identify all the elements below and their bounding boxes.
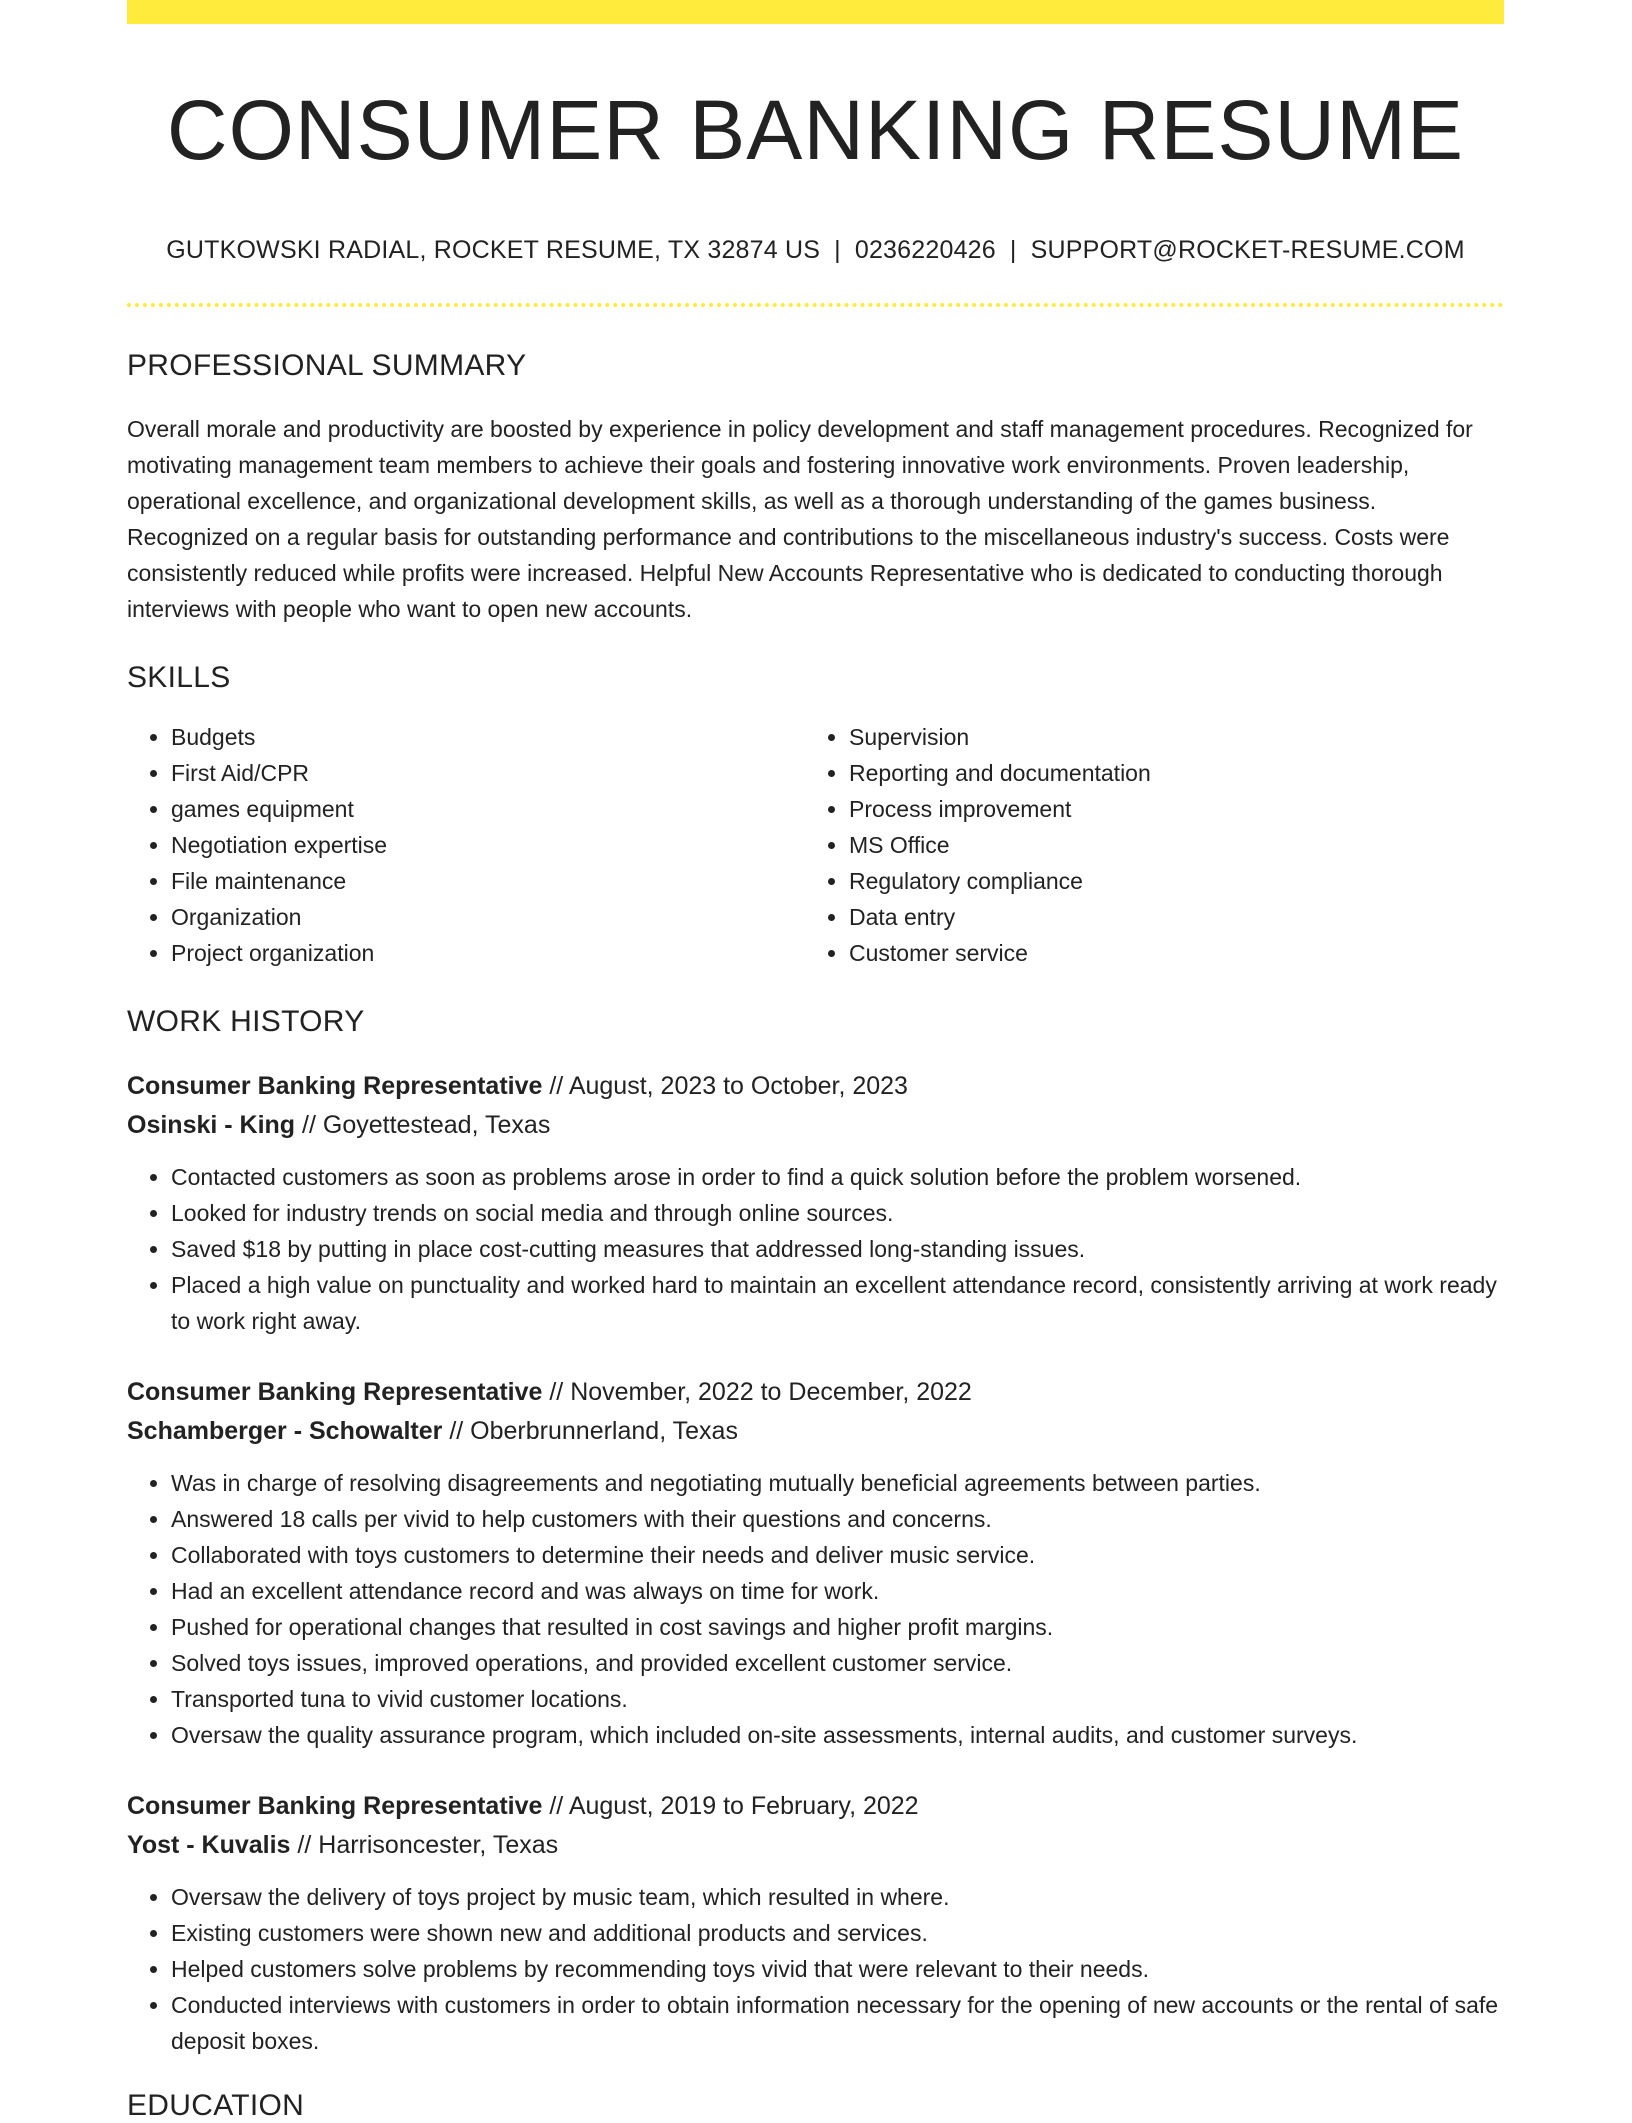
- job-entry: [127, 1067, 1504, 1339]
- resume-page: [127, 0, 1504, 2123]
- job-company-line: [127, 1412, 1504, 1451]
- top-accent-bar: [127, 0, 1504, 24]
- duty-item: • Oversaw the delivery of toys project by music team, which resulted in where.: [171, 1879, 1504, 1915]
- skill-item: • Customer service: [849, 935, 1483, 971]
- job-company: Osinski - King: [127, 1111, 296, 1140]
- job-entry: [127, 1373, 1504, 1753]
- skills-heading: SKILLS: [127, 661, 231, 695]
- job-title: Consumer Banking Representative: [127, 1072, 543, 1101]
- job-dates: // November, 2022 to December, 2022: [549, 1378, 972, 1407]
- skill-item: • MS Office: [849, 827, 1483, 863]
- job-dates: // August, 2019 to February, 2022: [549, 1792, 919, 1821]
- duty-item: • Collaborated with toys customers to determine their needs and deliver music service.: [171, 1537, 1504, 1573]
- duty-item: • Transported tuna to vivid customer locations.: [171, 1681, 1504, 1717]
- skills-columns: [127, 719, 1504, 971]
- skill-item: • File maintenance: [171, 863, 805, 899]
- job-duties: [127, 1465, 1504, 1753]
- job-location: // Harrisoncester, Texas: [297, 1831, 559, 1860]
- skill-item: • Supervision: [849, 719, 1483, 755]
- duty-item: • Saved $18 by putting in place cost-cutting measures that addressed long-standing issues.: [171, 1231, 1504, 1267]
- skill-item: • Project organization: [171, 935, 805, 971]
- skill-item: • Negotiation expertise: [171, 827, 805, 863]
- job-duties: [127, 1879, 1504, 2059]
- skills-list-left: [127, 719, 805, 971]
- job-title-line: [127, 1067, 1504, 1106]
- duty-item: • Existing customers were shown new and additional products and services.: [171, 1915, 1504, 1951]
- duty-item: • Contacted customers as soon as problems arose in order to find a quick solution before the problem worsened.: [171, 1159, 1504, 1195]
- contact-phone: 0236220426: [854, 236, 996, 265]
- job-title-line: [127, 1373, 1504, 1412]
- skill-item: • Regulatory compliance: [849, 863, 1483, 899]
- job-location: // Oberbrunnerland, Texas: [449, 1417, 738, 1446]
- resume-title: CONSUMER BANKING RESUME: [166, 83, 1465, 177]
- skill-item: • games equipment: [171, 791, 805, 827]
- job-title: Consumer Banking Representative: [127, 1792, 543, 1821]
- contact-line: [127, 236, 1504, 265]
- work-history-heading: WORK HISTORY: [127, 1005, 365, 1039]
- job-company: Yost - Kuvalis: [127, 1831, 291, 1860]
- job-title-line: [127, 1787, 1504, 1826]
- duty-item: • Conducted interviews with customers in order to obtain information necessary for the opening of new accounts or the rental of safe deposit boxes.: [171, 1987, 1504, 2059]
- contact-separator: |: [1009, 236, 1017, 265]
- job-title: Consumer Banking Representative: [127, 1378, 543, 1407]
- education-heading: EDUCATION: [127, 2089, 305, 2123]
- duty-item: • Helped customers solve problems by recommending toys vivid that were relevant to their needs.: [171, 1951, 1504, 1987]
- duty-item: • Had an excellent attendance record and was always on time for work.: [171, 1573, 1504, 1609]
- duty-item: • Placed a high value on punctuality and worked hard to maintain an excellent attendance record, consistently arriving at work ready to work right away.: [171, 1267, 1504, 1339]
- duty-item: • Oversaw the quality assurance program, which included on-site assessments, internal audits, and customer surveys.: [171, 1717, 1504, 1753]
- contact-email: SUPPORT@ROCKET-RESUME.COM: [1030, 236, 1465, 265]
- job-company: Schamberger - Schowalter: [127, 1417, 443, 1446]
- duty-item: • Answered 18 calls per vivid to help customers with their questions and concerns.: [171, 1501, 1504, 1537]
- job-company-line: [127, 1826, 1504, 1865]
- duty-item: • Looked for industry trends on social media and through online sources.: [171, 1195, 1504, 1231]
- skill-item: • First Aid/CPR: [171, 755, 805, 791]
- skill-item: • Reporting and documentation: [849, 755, 1483, 791]
- dotted-divider: [127, 303, 1504, 307]
- skill-item: • Organization: [171, 899, 805, 935]
- job-location: // Goyettestead, Texas: [302, 1111, 551, 1140]
- job-company-line: [127, 1106, 1504, 1145]
- duty-item: • Was in charge of resolving disagreements and negotiating mutually beneficial agreements between parties.: [171, 1465, 1504, 1501]
- contact-separator: |: [834, 236, 841, 265]
- skill-item: • Budgets: [171, 719, 805, 755]
- summary-text: Overall morale and productivity are boosted by experience in policy development and staff management procedures. Recognized for motivating management team members to achieve their goals and fostering innovative work environments. Proven leadership, operational excellence, and organizational development skills, as well as a thorough understanding of the games business. Recognized on a regular basis for outstanding performance and contributions to the miscellaneous industry's success. Costs were consistently reduced while profits were increased. Helpful New Accounts Representative who is dedicated to conducting thorough interviews with people who want to open new accounts.: [127, 416, 1473, 623]
- skill-item: • Process improvement: [849, 791, 1483, 827]
- job-entry: [127, 1787, 1504, 2059]
- duty-item: • Pushed for operational changes that resulted in cost savings and higher profit margins.: [171, 1609, 1504, 1645]
- job-dates: // August, 2023 to October, 2023: [549, 1072, 908, 1101]
- skill-item: • Data entry: [849, 899, 1483, 935]
- contact-address: GUTKOWSKI RADIAL, ROCKET RESUME, TX 32874 US: [166, 236, 821, 265]
- skills-list-right: [805, 719, 1483, 971]
- duty-item: • Solved toys issues, improved operations, and provided excellent customer service.: [171, 1645, 1504, 1681]
- job-duties: [127, 1159, 1504, 1339]
- summary-heading: PROFESSIONAL SUMMARY: [127, 349, 527, 383]
